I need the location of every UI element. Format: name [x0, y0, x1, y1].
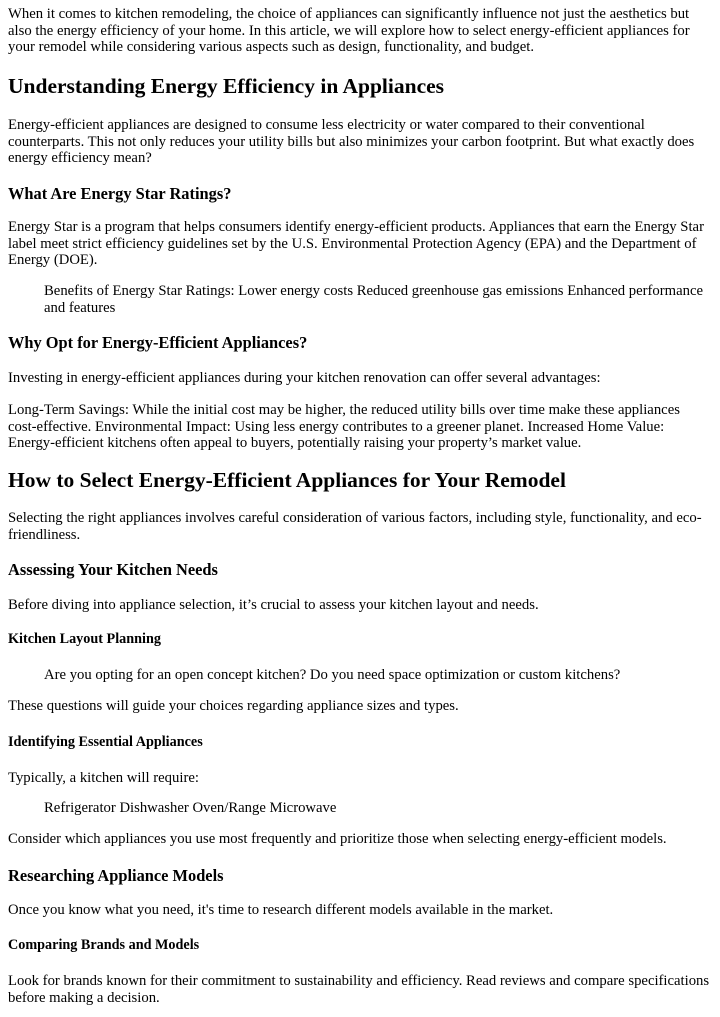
- subheading-assessing-kitchen-needs: Assessing Your Kitchen Needs: [8, 560, 218, 579]
- energy-efficiency-paragraph: Energy-efficient appliances are designed to consume less electricity or water compared to their conventional counterparts. This not only reduces your utility bills but also minimizes your carbon footprint. But what exactly does energy efficiency mean?: [8, 117, 695, 167]
- essentials-paragraph: Typically, a kitchen will require:: [8, 770, 199, 786]
- subheading-researching-appliance-models: Researching Appliance Models: [8, 866, 224, 885]
- section-heading-understanding-energy-efficiency: Understanding Energy Efficiency in Appliances: [8, 74, 445, 98]
- subheading-identifying-essential-appliances: Identifying Essential Appliances: [8, 734, 203, 750]
- subheading-energy-star-ratings: What Are Energy Star Ratings?: [8, 184, 232, 203]
- layout-questions: Are you opting for an open concept kitchen? Do you need space optimization or custom kitchens?: [44, 667, 621, 683]
- comparing-paragraph: Look for brands known for their commitment to sustainability and efficiency. Read reviews and compare specifications before making a decision.: [8, 973, 710, 1006]
- assessing-paragraph: Before diving into appliance selection, it’s crucial to assess your kitchen layout and needs.: [8, 597, 539, 613]
- subheading-kitchen-layout-planning: Kitchen Layout Planning: [8, 631, 161, 647]
- why-opt-paragraph: Investing in energy-efficient appliances during your kitchen renovation can offer several advantages:: [8, 370, 601, 386]
- intro-paragraph: When it comes to kitchen remodeling, the choice of appliances can significantly influence not just the aesthetics but also the energy efficiency of your home. In this article, we will explore how to select energy-efficient appliances for your remodel while considering various aspects such as design, functionality, and budget.: [8, 6, 690, 56]
- section-heading-how-to-select: How to Select Energy-Efficient Appliances for Your Remodel: [8, 468, 566, 492]
- essential-appliances-list: Refrigerator Dishwasher Oven/Range Microwave: [44, 800, 337, 816]
- advantages-list: Long-Term Savings: While the initial cost may be higher, the reduced utility bills over time make these appliances cost-effective. Environmental Impact: Using less energy contributes to a greener planet. Increased Home Value: Energy-efficient kitchens often appeal to buyers, potentially raising your property’s market value.: [8, 402, 680, 452]
- essentials-followup-paragraph: Consider which appliances you use most frequently and prioritize those when selecting energy-efficient models.: [8, 831, 667, 847]
- energy-star-paragraph: Energy Star is a program that helps consumers identify energy-efficient products. Appliances that earn the Energy Star label meet strict efficiency guidelines set by the U.S. Environmental Protection Agency (EPA) and the Department of Energy (DOE).: [8, 219, 704, 269]
- researching-paragraph: Once you know what you need, it's time to research different models available in the market.: [8, 902, 554, 918]
- selecting-paragraph: Selecting the right appliances involves careful consideration of various factors, including style, functionality, and eco-friendliness.: [8, 510, 702, 543]
- subheading-why-opt: Why Opt for Energy-Efficient Appliances?: [8, 333, 308, 352]
- energy-star-benefits-list: Benefits of Energy Star Ratings: Lower energy costs Reduced greenhouse gas emissions Enhanced performance and features: [44, 283, 703, 316]
- layout-followup-paragraph: These questions will guide your choices regarding appliance sizes and types.: [8, 698, 459, 714]
- subheading-comparing-brands-models: Comparing Brands and Models: [8, 937, 200, 953]
